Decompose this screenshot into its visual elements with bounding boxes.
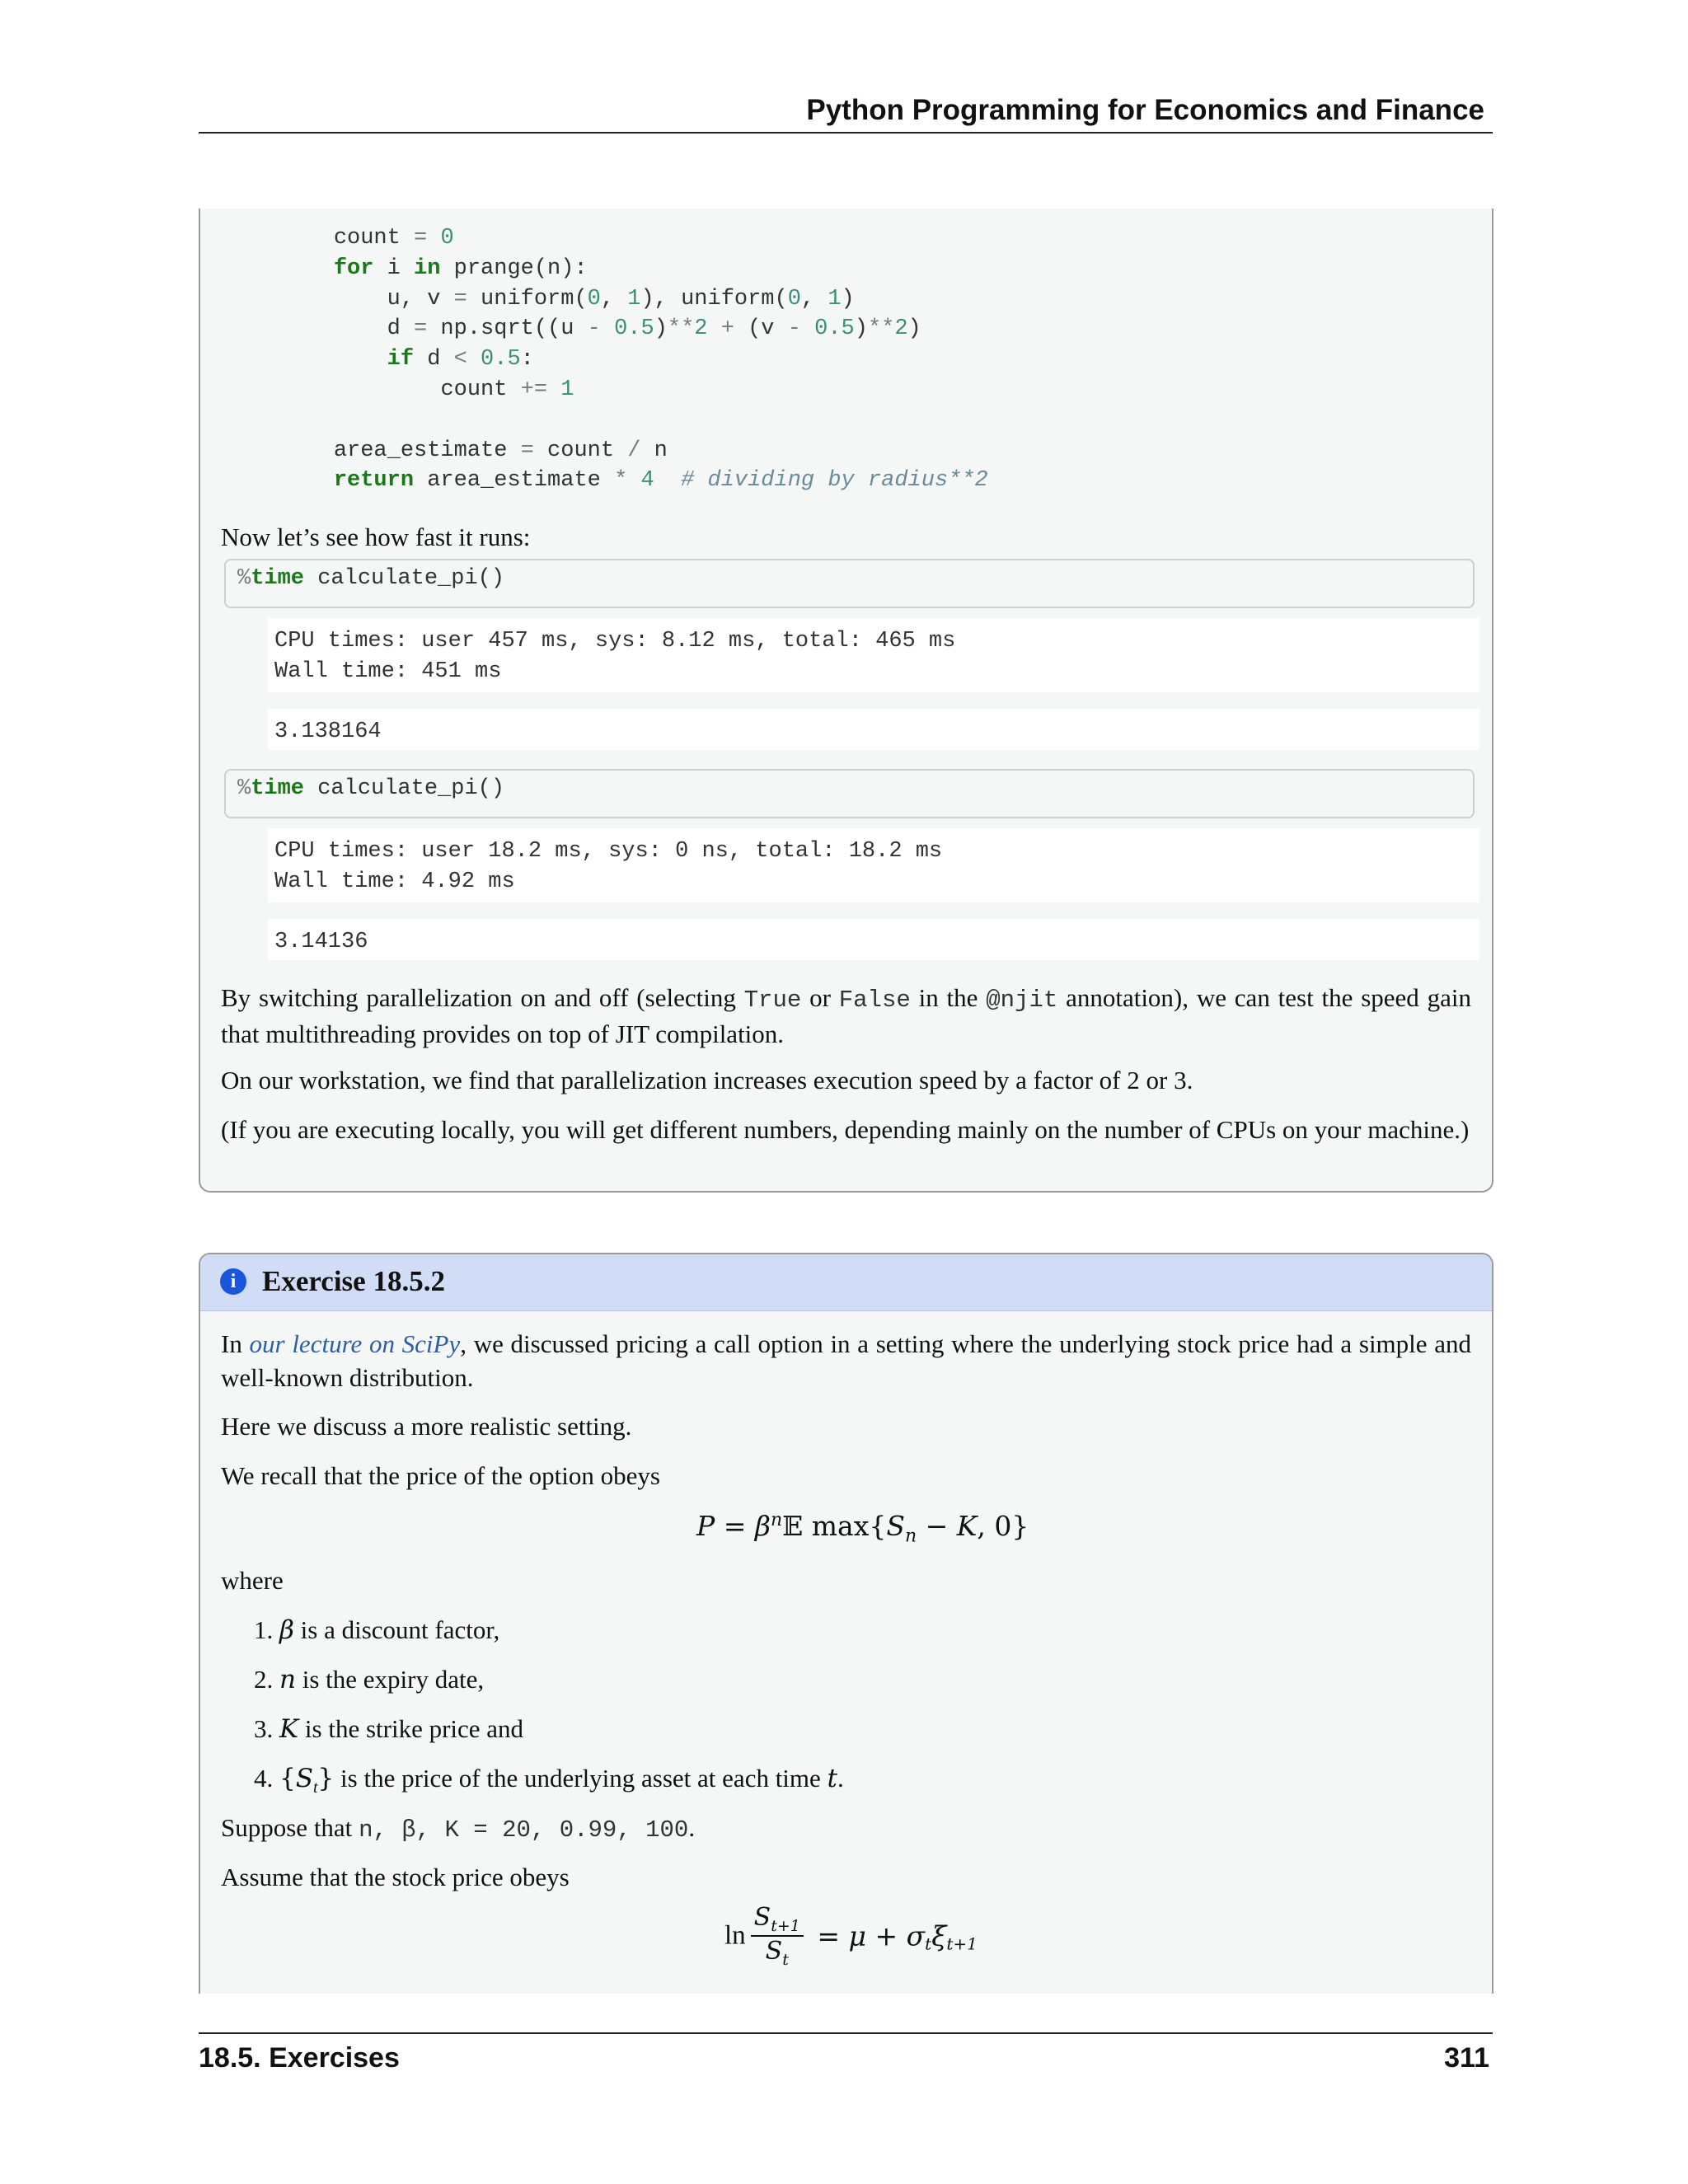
exercise-title: Exercise 18.5.2 — [262, 1265, 445, 1297]
code-line: return area_estimate * 4 # dividing by radius**2 — [333, 468, 988, 494]
output-text: CPU times: user 18.2 ms, sys: 0 ns, total: 18.2 ms Wall time: 4.92 ms — [274, 839, 943, 894]
code-line: area_estimate = count / n — [333, 438, 668, 463]
paragraph: Here we discuss a more realistic setting. — [221, 1412, 632, 1441]
paragraph: We recall that the price of the option obeys — [221, 1461, 660, 1490]
paragraph: Suppose that n, β, K = 20, 0.99, 100. — [221, 1813, 696, 1844]
book-title: Python Programming for Economics and Finance — [806, 94, 1484, 126]
code-line: count += 1 — [440, 377, 574, 402]
paragraph: In our lecture on SciPy, we discussed pricing a call option in a setting where the underlying stock price had a simple and well-known distribution. — [221, 1329, 1472, 1392]
output-text: 3.138164 — [274, 719, 382, 744]
code-line: d = np.sqrt((u - 0.5)**2 + (v - 0.5)**2) — [387, 316, 921, 342]
paragraph: (If you are executing locally, you will get different numbers, depending mainly on the number of CPUs on your machine.) — [221, 1115, 1470, 1144]
section-label: 18.5. Exercises — [199, 2042, 400, 2074]
exercise-header — [200, 1254, 1492, 1311]
paragraph: On our workstation, we find that parallelization increases execution speed by a factor of 2 or 3. — [221, 1066, 1193, 1094]
list-item: 4. $\{S_t\}$ is the price of the underlying asset at each time t. — [254, 1764, 844, 1797]
paragraph: where — [221, 1566, 284, 1595]
output-cell — [268, 709, 1479, 750]
output-text: CPU times: user 457 ms, sys: 8.12 ms, total: 465 ms Wall time: 451 ms — [274, 629, 956, 684]
list-item: 3. K is the strike price and — [254, 1714, 524, 1744]
output-cell — [268, 828, 1479, 902]
input-cell[interactable] — [224, 769, 1475, 818]
code-line: for i in prange(n): — [333, 255, 588, 281]
paragraph: Now let’s see how fast it runs: — [221, 523, 531, 551]
input-cell[interactable] — [224, 559, 1475, 608]
paragraph: By switching parallelization on and off (selecting True or False in the @njit annotation), we can test the speed gain that multithreading provides on top of JIT compilation. — [221, 983, 1471, 1048]
code-line: count = 0 — [333, 226, 454, 251]
solution-box — [199, 209, 1493, 1193]
cell-code: %time calculate_pi() — [237, 776, 505, 801]
list-item: 2. n is the expiry date, — [254, 1665, 485, 1694]
output-cell — [268, 618, 1479, 692]
code-line: u, v = uniform(0, 1), uniform(0, 1) — [387, 286, 855, 312]
scipy-lecture-link[interactable]: our lecture on SciPy — [249, 1329, 461, 1358]
output-text: 3.14136 — [274, 930, 368, 954]
stock-price-equation: ln $\frac{S_{t+1}}{S_t}$ = $\mu + \sigma_t\xi_{t+1}$ — [724, 1903, 978, 1969]
output-cell — [268, 919, 1479, 960]
code-block — [280, 223, 988, 496]
info-icon: i — [220, 1268, 246, 1295]
page-number: 311 — [1444, 2042, 1489, 2074]
list-item: 1. β is a discount factor, — [254, 1615, 500, 1645]
code-line: if d < 0.5: — [387, 347, 534, 373]
paragraph: Assume that the stock price obeys — [221, 1863, 570, 1891]
page-footer — [199, 2032, 1493, 2074]
cell-code: %time calculate_pi() — [237, 566, 505, 591]
page-header — [199, 92, 1493, 134]
option-price-equation: $P = \beta^n𝔼$ $\max\{S_n - K$, 0} — [696, 1510, 1029, 1547]
exercise-box — [199, 1253, 1493, 1994]
